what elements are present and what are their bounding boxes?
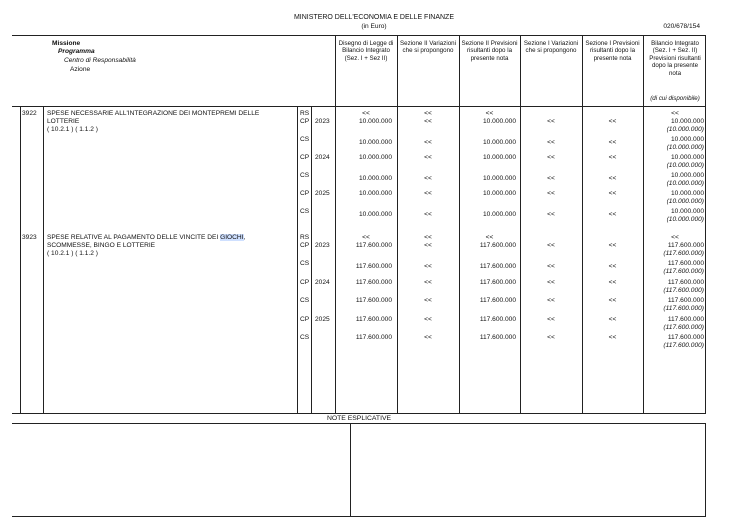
row-type: CS <box>300 136 310 143</box>
cell-bilancio: 117.600.000 <box>667 297 704 304</box>
row-type: CP <box>300 279 310 286</box>
cell-sez1-prev: << <box>608 211 617 218</box>
row-type: CP <box>300 242 310 249</box>
row-type: CP <box>300 118 310 125</box>
rs-bilancio: << <box>671 234 679 241</box>
cell-ddl: 117.600.000 <box>355 279 392 286</box>
rs-sez2-var: << <box>424 234 432 241</box>
cell-bilancio: 10.000.000 <box>670 154 704 161</box>
cell-sez2-prev: 117.600.000 <box>479 242 516 249</box>
cell-sez2-prev: 117.600.000 <box>479 316 516 323</box>
cell-bilancio: 117.600.000 <box>667 334 704 341</box>
cell-disponibile: (10.000.000) <box>666 216 704 223</box>
cell-sez1-prev: << <box>608 139 617 146</box>
cell-sez2-var: << <box>424 279 432 286</box>
cell-ddl: 117.600.000 <box>355 334 392 341</box>
cell-ddl: 10.000.000 <box>358 139 392 146</box>
header-centro: Centro di Responsabilità <box>64 57 136 64</box>
header-sez1-previsioni: Sezione I Previsioni risultanti dopo la presente nota <box>585 40 640 62</box>
cell-sez1-var: << <box>547 118 555 125</box>
cell-sez2-var: << <box>424 211 432 218</box>
rs-label: RS <box>300 110 310 117</box>
cell-bilancio: 117.600.000 <box>667 260 704 267</box>
notes-column-divider <box>350 424 351 516</box>
cell-bilancio: 10.000.000 <box>670 172 704 179</box>
row-year: 2025 <box>315 316 330 323</box>
col-sep-sez1var <box>520 35 521 413</box>
cell-disponibile: (10.000.000) <box>666 126 704 133</box>
rs-sez2-prev: << <box>485 234 494 241</box>
row-type: CS <box>300 172 310 179</box>
cell-sez2-var: << <box>424 190 432 197</box>
cell-disponibile: (10.000.000) <box>666 180 704 187</box>
cell-disponibile: (117.600.000) <box>663 342 704 349</box>
header-bottom-border <box>12 106 706 107</box>
cell-sez2-var: << <box>424 154 432 161</box>
col-sep-bilancio <box>643 35 644 413</box>
header-missione: Missione <box>52 40 81 47</box>
row-year: 2024 <box>315 154 330 161</box>
cell-sez2-var: << <box>424 316 432 323</box>
cell-sez1-prev: << <box>608 242 617 249</box>
table-bottom-border <box>12 413 706 414</box>
chapter-title-line2: SCOMMESSE, BINGO E LOTTERIE <box>47 242 156 249</box>
cell-sez1-prev: << <box>608 297 617 304</box>
cell-disponibile: (117.600.000) <box>663 268 704 275</box>
cell-sez1-var: << <box>547 279 555 286</box>
rs-ddl: << <box>362 110 370 117</box>
cell-sez1-prev: << <box>608 334 617 341</box>
cell-sez1-prev: << <box>608 175 617 182</box>
cell-sez2-prev: 117.600.000 <box>479 334 516 341</box>
cell-sez2-var: << <box>424 297 432 304</box>
cell-bilancio: 10.000.000 <box>670 190 704 197</box>
cell-sez2-prev: 10.000.000 <box>482 139 516 146</box>
cell-sez2-prev: 10.000.000 <box>482 118 516 125</box>
cell-ddl: 117.600.000 <box>355 316 392 323</box>
search-highlight: GIOCHI <box>220 234 244 241</box>
cell-sez1-var: << <box>547 154 555 161</box>
cell-sez2-prev: 10.000.000 <box>482 175 516 182</box>
cell-sez1-var: << <box>547 242 555 249</box>
cell-sez2-var: << <box>424 242 432 249</box>
header-di-cui-disponibile: (di cui disponibile) <box>650 95 700 102</box>
cell-sez1-prev: << <box>608 190 617 197</box>
cell-sez1-var: << <box>547 139 555 146</box>
row-type: CS <box>300 297 310 304</box>
cell-sez1-var: << <box>547 334 555 341</box>
cell-ddl: 10.000.000 <box>358 118 392 125</box>
cell-disponibile: (117.600.000) <box>663 305 704 312</box>
header-sez2-previsioni: Sezione II Previsioni risultanti dopo la presente nota <box>461 40 518 62</box>
cell-sez1-var: << <box>547 263 555 270</box>
col-sep-sez1prev <box>582 35 583 413</box>
cell-sez2-var: << <box>424 139 432 146</box>
cell-disponibile: (10.000.000) <box>666 198 704 205</box>
col-sep-ddl <box>335 35 336 413</box>
cell-disponibile: (10.000.000) <box>666 162 704 169</box>
cell-bilancio: 10.000.000 <box>670 208 704 215</box>
cell-bilancio: 10.000.000 <box>670 118 704 125</box>
cell-bilancio: 117.600.000 <box>667 242 704 249</box>
chapter-classification: ( 10.2.1 ) ( 1.1.2 ) <box>47 126 98 133</box>
cell-sez2-prev: 10.000.000 <box>482 154 516 161</box>
row-year: 2023 <box>315 242 330 249</box>
cell-bilancio: 117.600.000 <box>667 316 704 323</box>
rs-sez2-prev: << <box>485 110 494 117</box>
notes-title-border <box>12 423 706 424</box>
cell-ddl: 10.000.000 <box>358 154 392 161</box>
col-sep-right <box>705 35 706 413</box>
chapter-code: 3922 <box>22 110 37 117</box>
cell-sez1-var: << <box>547 297 555 304</box>
cell-sez1-prev: << <box>608 316 617 323</box>
notes-right-border <box>705 424 706 516</box>
col-sep-code-right <box>43 107 44 413</box>
cell-ddl: 117.600.000 <box>355 242 392 249</box>
rs-ddl: << <box>362 234 370 241</box>
cell-bilancio: 117.600.000 <box>667 279 704 286</box>
col-sep-sez2prev <box>459 35 460 413</box>
rs-label: RS <box>300 234 310 241</box>
col-sep-sez2var <box>397 35 398 413</box>
cell-sez1-var: << <box>547 211 555 218</box>
cell-disponibile: (117.600.000) <box>663 250 704 257</box>
row-type: CP <box>300 154 310 161</box>
cell-sez1-var: << <box>547 316 555 323</box>
header-bilancio: Bilancio Integrato (Sez. I + Sez. II) Previsioni risultanti dopo la presente nota <box>649 40 701 77</box>
header-programma: Programma <box>58 48 95 55</box>
cell-sez1-prev: << <box>608 154 617 161</box>
chapter-title: SPESE RELATIVE AL PAGAMENTO DELLE VINCITE DEI GIOCHI, <box>47 234 246 241</box>
col-sep-type-left <box>297 107 298 413</box>
notes-title: NOTE ESPLICATIVE <box>326 415 392 422</box>
chapter-title: SPESE NECESSARIE ALL'INTEGRAZIONE DEI MONTEPREMI DELLE <box>47 110 260 117</box>
cell-sez2-var: << <box>424 175 432 182</box>
table-top-border <box>12 35 706 36</box>
header-ddl: Disegno di Legge di Bilancio Integrato (Sez. I + Sez II) <box>338 40 394 62</box>
cell-ddl: 10.000.000 <box>358 175 392 182</box>
header-azione: Azione <box>70 66 91 73</box>
cell-ddl: 10.000.000 <box>358 190 392 197</box>
rs-bilancio: << <box>671 110 679 117</box>
cell-sez2-prev: 117.600.000 <box>479 297 516 304</box>
cell-sez2-var: << <box>424 118 432 125</box>
currency-unit: (in Euro) <box>361 23 387 30</box>
header-sez2-variazioni: Sezione II Variazioni che si propongono <box>400 40 456 55</box>
row-type: CS <box>300 260 310 267</box>
cell-sez2-var: << <box>424 263 432 270</box>
chapter-classification: ( 10.2.1 ) ( 1.1.2 ) <box>47 250 98 257</box>
cell-bilancio: 10.000.000 <box>670 136 704 143</box>
col-sep-code-left <box>20 107 21 413</box>
header-sez1-variazioni: Sezione I Variazioni che si propongono <box>523 40 579 55</box>
chapter-title-line2: LOTTERIE <box>47 118 80 125</box>
cell-sez2-prev: 10.000.000 <box>482 190 516 197</box>
col-sep-type-right <box>311 107 312 413</box>
cell-sez1-prev: << <box>608 263 617 270</box>
cell-sez1-var: << <box>547 190 555 197</box>
row-year: 2023 <box>315 118 330 125</box>
row-year: 2025 <box>315 190 330 197</box>
row-year: 2024 <box>315 279 330 286</box>
cell-ddl: 117.600.000 <box>355 263 392 270</box>
cell-sez2-prev: 117.600.000 <box>479 279 516 286</box>
cell-sez2-var: << <box>424 334 432 341</box>
ministry-title: MINISTERO DELL'ECONOMIA E DELLE FINANZE <box>293 14 455 21</box>
rs-sez2-var: << <box>424 110 432 117</box>
cell-disponibile: (117.600.000) <box>663 287 704 294</box>
cell-sez2-prev: 10.000.000 <box>482 211 516 218</box>
row-type: CS <box>300 334 310 341</box>
row-type: CP <box>300 190 310 197</box>
cell-disponibile: (117.600.000) <box>663 324 704 331</box>
cell-ddl: 117.600.000 <box>355 297 392 304</box>
document-code: 020/678/154 <box>663 23 700 30</box>
notes-bottom-border <box>12 516 706 517</box>
row-type: CS <box>300 208 310 215</box>
cell-sez1-prev: << <box>608 118 617 125</box>
cell-sez2-prev: 117.600.000 <box>479 263 516 270</box>
cell-disponibile: (10.000.000) <box>666 144 704 151</box>
cell-ddl: 10.000.000 <box>358 211 392 218</box>
cell-sez1-var: << <box>547 175 555 182</box>
cell-sez1-prev: << <box>608 279 617 286</box>
row-type: CP <box>300 316 310 323</box>
chapter-code: 3923 <box>22 234 37 241</box>
